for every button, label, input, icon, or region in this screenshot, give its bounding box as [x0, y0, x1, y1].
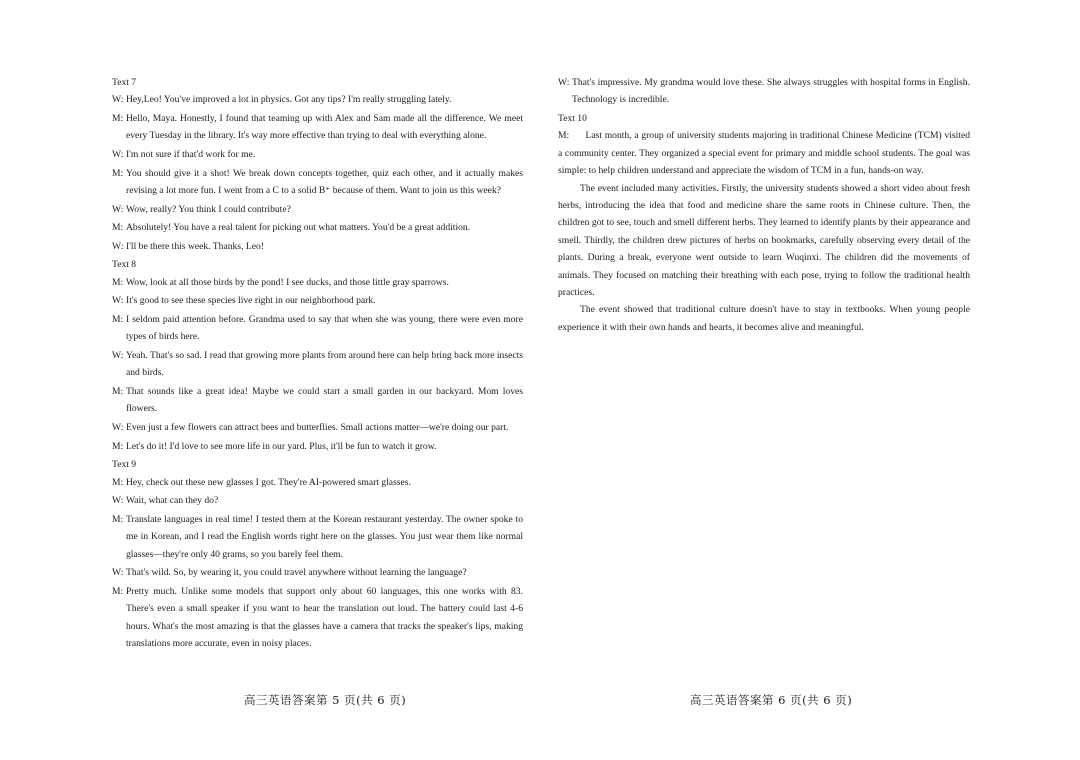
dialogue-line: [112, 474, 523, 491]
dialogue-text: Wow, look at all those birds by the pond! I see ducks, and those little gray sparrows.: [126, 276, 449, 288]
dialogue-line: [112, 91, 523, 108]
dialogue-line: [112, 292, 523, 309]
speaker-label: M:: [112, 222, 124, 234]
right-column: [558, 74, 970, 336]
speaker-label: W:: [112, 240, 124, 252]
dialogue-line: [112, 311, 523, 346]
dialogue-line: [112, 383, 523, 418]
speaker-label: W:: [112, 94, 124, 106]
section-heading: Text 7: [112, 77, 137, 88]
dialogue-text: You should give it a shot! We break down concepts together, quiz each other, and it actually makes revising a lot more fun. I went from a C to a solid B⁺ because of them. Want to join us this week?: [126, 167, 523, 196]
left-column: [112, 74, 523, 654]
dialogue-text: Wow, really? You think I could contribute?: [126, 203, 291, 215]
dialogue-text: That's impressive. My grandma would love these. She always struggles with hospital forms in English. Technology is incredible.: [572, 77, 970, 106]
dialogue-line: [112, 511, 523, 563]
dialogue-text: I seldom paid attention before. Grandma used to say that when she was young, there were even more types of birds here.: [126, 313, 523, 343]
speaker-label: W:: [112, 421, 124, 433]
speaker-label: M:: [112, 513, 124, 525]
speaker-label: M:: [112, 585, 124, 597]
dialogue-text: I'll be there this week. Thanks, Leo!: [126, 240, 264, 252]
passage-text: Last month, a group of university students majoring in traditional Chinese Medicine (TCM) visited a community center. They organized a special event for primary and middle school students. The goal was simple: to help children understand and appreciate the wisdom of TCM in a fun, hands-on way.: [558, 130, 970, 177]
passage-paragraph: The event showed that traditional culture doesn't have to stay in textbooks. When young people experience it with their own hands and hearts, it becomes alive and meaningful.: [558, 304, 970, 333]
dialogue-text: Hey, check out these new glasses I got. They're AI-powered smart glasses.: [126, 476, 411, 488]
dialogue-text: That sounds like a great idea! Maybe we could start a small garden in our backyard. Mom loves flowers.: [126, 385, 523, 415]
speaker-label: M:: [112, 113, 124, 124]
dialogue-text: Translate languages in real time! I tested them at the Korean restaurant yesterday. The owner spoke to me in Korean, and I read the English words right here on the glasses. You just wear them like normal glasses—they're only 40 grams, so you barely feel them.: [126, 513, 523, 560]
speaker-label: W:: [558, 77, 570, 88]
speaker-label: W:: [112, 149, 124, 160]
speaker-label: M:: [112, 440, 124, 452]
dialogue-line: [112, 110, 523, 145]
speaker-label: W:: [112, 567, 124, 579]
section-heading: Text 9: [112, 459, 137, 471]
page-footer-right: 高三英语答案第 6 页(共 6 页): [690, 693, 853, 707]
dialogue-line: [112, 146, 523, 163]
dialogue-line: [112, 583, 523, 653]
dialogue-text: Let's do it! I'd love to see more life in our yard. Plus, it'll be fun to watch it grow.: [126, 440, 437, 452]
passage-paragraph: The event included many activities. Firstly, the university students showed a short video about fresh herbs, introducing the idea that food and medicine share the same roots in Chinese culture. Then, the children got to see, touch and smell different herbs. They learned to identify plants by their appearance and smell. Thirdly, the children drew pictures of herbs on bookmarks, carefully observing every detail of the plants. During a break, everyone went outside to learn Wuqinxi. The children did the movements of animals. They focused on matching their breathing with each pose, trying to follow the traditional health practices.: [558, 182, 970, 299]
dialogue-text: Wait, what can they do?: [126, 495, 219, 507]
dialogue-text: Absolutely! You have a real talent for picking out what matters. You'd be a great addition.: [126, 222, 471, 234]
dialogue-text: Even just a few flowers can attract bees and butterflies. Small actions matter—we're doing our part.: [126, 421, 509, 433]
dialogue-line: [112, 419, 523, 436]
dialogue-line: [112, 492, 523, 509]
speaker-label: M:: [112, 313, 124, 325]
dialogue-text: It's good to see these species live right in our neighborhood park.: [126, 295, 376, 307]
dialogue-text: That's wild. So, by wearing it, you could travel anywhere without learning the language?: [126, 567, 467, 579]
dialogue-text: Hey,Leo! You've improved a lot in physics. Got any tips? I'm really struggling lately.: [126, 94, 452, 106]
speaker-label: W:: [112, 495, 124, 507]
passage-paragraph: [558, 127, 970, 179]
dialogue-line: [112, 238, 523, 255]
speaker-label: W:: [112, 349, 124, 361]
dialogue-text: I'm not sure if that'd work for me.: [126, 149, 256, 160]
section-heading: Text 10: [558, 113, 587, 124]
speaker-label: M:: [112, 476, 124, 488]
speaker-label: M:: [112, 385, 124, 397]
page-footer-left: 高三英语答案第 5 页(共 6 页): [244, 693, 407, 707]
section-heading: Text 8: [112, 259, 137, 271]
dialogue-line: [112, 438, 523, 455]
dialogue-text: Hello, Maya. Honestly, I found that teaming up with Alex and Sam made all the difference. We meet every Tuesday in the library. It's way more effective than trying to deal with everything alone.: [126, 113, 523, 142]
dialogue-line: [112, 201, 523, 218]
dialogue-line: [112, 564, 523, 581]
speaker-label: M:: [558, 130, 570, 142]
dialogue-line: [112, 165, 523, 200]
dialogue-line: [112, 219, 523, 236]
speaker-label: W:: [112, 203, 124, 215]
dialogue-text: Yeah. That's so sad. I read that growing more plants from around here can help bring back more insects and birds.: [126, 349, 523, 379]
speaker-label: M:: [112, 276, 124, 288]
dialogue-line: [112, 347, 523, 382]
speaker-label: W:: [112, 295, 124, 307]
dialogue-text: Pretty much. Unlike some models that support only about 60 languages, this one works with 83. There's even a small speaker if you want to hear the translation out loud. The battery could last 4-6 hours. What's the most amazing is that the glasses have a camera that tracks the speaker's lips, making translations more accurate, even in noisy places.: [126, 585, 523, 649]
dialogue-line: [558, 74, 970, 109]
speaker-label: M:: [112, 167, 124, 179]
dialogue-line: [112, 274, 523, 291]
